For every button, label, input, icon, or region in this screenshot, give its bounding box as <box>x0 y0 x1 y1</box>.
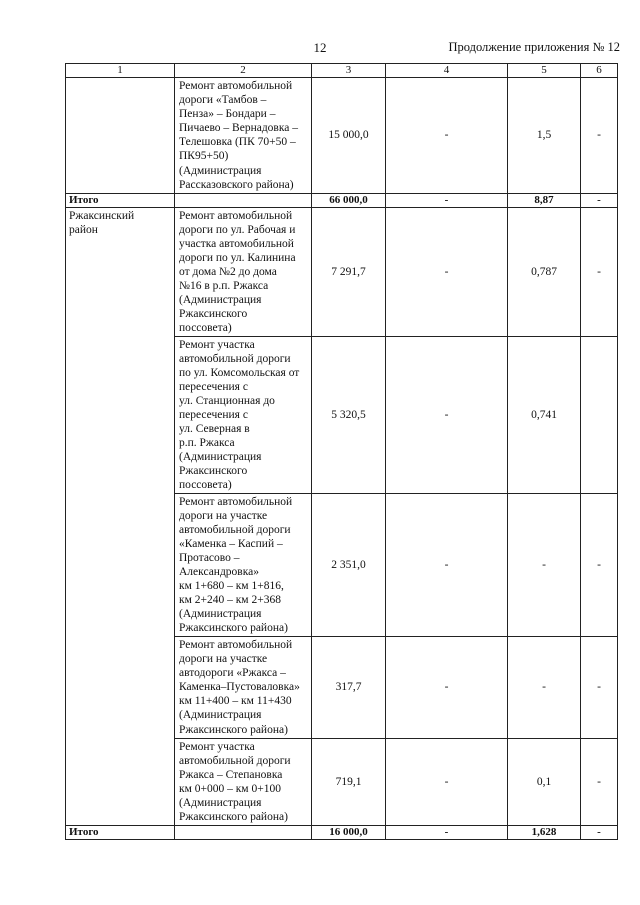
district-cell <box>66 78 175 193</box>
col4-cell: - <box>386 193 508 207</box>
column-number: 6 <box>581 64 618 78</box>
col6-cell: - <box>581 193 618 207</box>
work-description: Ремонт участка автомобильной дороги Ржакса – Степановка км 0+000 – км 0+100 (Администрация Ржаксинского района) <box>175 738 312 825</box>
amount-cell: 7 291,7 <box>312 207 386 336</box>
work-description: Ремонт автомобильной дороги на участке автодороги «Ржакса – Каменка–Пустоваловка» км 11+400 – км 11+430 (Администрация Ржаксинского района) <box>175 637 312 738</box>
column-number: 3 <box>312 64 386 78</box>
work-description <box>175 193 312 207</box>
length-cell: - <box>508 494 581 637</box>
amount-cell: 2 351,0 <box>312 494 386 637</box>
length-cell: 1,5 <box>508 78 581 193</box>
col6-cell: - <box>581 494 618 637</box>
total-row <box>66 193 618 207</box>
column-number: 5 <box>508 64 581 78</box>
total-length: 8,87 <box>508 193 581 207</box>
total-amount: 66 000,0 <box>312 193 386 207</box>
table-row <box>66 78 618 193</box>
table-row <box>66 207 618 336</box>
length-cell: 0,741 <box>508 337 581 494</box>
total-length: 1,628 <box>508 825 581 839</box>
amount-cell: 15 000,0 <box>312 78 386 193</box>
work-description: Ремонт автомобильной дороги на участке автомобильной дороги «Каменка – Каспий – Протасово – Александровка» км 1+680 – км 1+816, км 2+240 – км 2+368 (Администрация Ржаксинского района) <box>175 494 312 637</box>
work-description: Ремонт автомобильной дороги «Тамбов – Пенза» – Бондари – Пичаево – Вернадовка – Телешовка (ПК 70+50 – ПК95+50) (Администрация Рассказовского района) <box>175 78 312 193</box>
col4-cell: - <box>386 494 508 637</box>
col4-cell: - <box>386 207 508 336</box>
work-description <box>175 825 312 839</box>
length-cell: 0,1 <box>508 738 581 825</box>
appendix-table <box>65 63 618 840</box>
col4-cell: - <box>386 78 508 193</box>
col6-cell <box>581 337 618 494</box>
amount-cell: 719,1 <box>312 738 386 825</box>
total-label: Итого <box>66 193 175 207</box>
column-number-row <box>66 64 618 78</box>
total-label: Итого <box>66 825 175 839</box>
length-cell: - <box>508 637 581 738</box>
column-number: 1 <box>66 64 175 78</box>
col6-cell: - <box>581 637 618 738</box>
page-number: 12 <box>313 40 327 55</box>
total-row <box>66 825 618 839</box>
col4-cell: - <box>386 637 508 738</box>
column-number: 4 <box>386 64 508 78</box>
col6-cell: - <box>581 825 618 839</box>
col4-cell: - <box>386 825 508 839</box>
work-description: Ремонт участка автомобильной дороги по ул. Комсомольская от пересечения с ул. Станционная до пересечения с ул. Северная в р.п. Ржакса (Администрация Ржаксинского поссовета) <box>175 337 312 494</box>
col4-cell: - <box>386 337 508 494</box>
column-number: 2 <box>175 64 312 78</box>
total-amount: 16 000,0 <box>312 825 386 839</box>
col6-cell: - <box>581 78 618 193</box>
work-description: Ремонт автомобильной дороги по ул. Рабочая и участка автомобильной дороги по ул. Калинина от дома №2 до дома №16 в р.п. Ржакса (Администрация Ржаксинского поссовета) <box>175 207 312 336</box>
district-cell: Ржаксинский район <box>66 207 175 825</box>
col4-cell: - <box>386 738 508 825</box>
length-cell: 0,787 <box>508 207 581 336</box>
continuation-label: Продолжение приложения № 12 <box>448 40 620 54</box>
amount-cell: 317,7 <box>312 637 386 738</box>
amount-cell: 5 320,5 <box>312 337 386 494</box>
col6-cell: - <box>581 738 618 825</box>
col6-cell: - <box>581 207 618 336</box>
